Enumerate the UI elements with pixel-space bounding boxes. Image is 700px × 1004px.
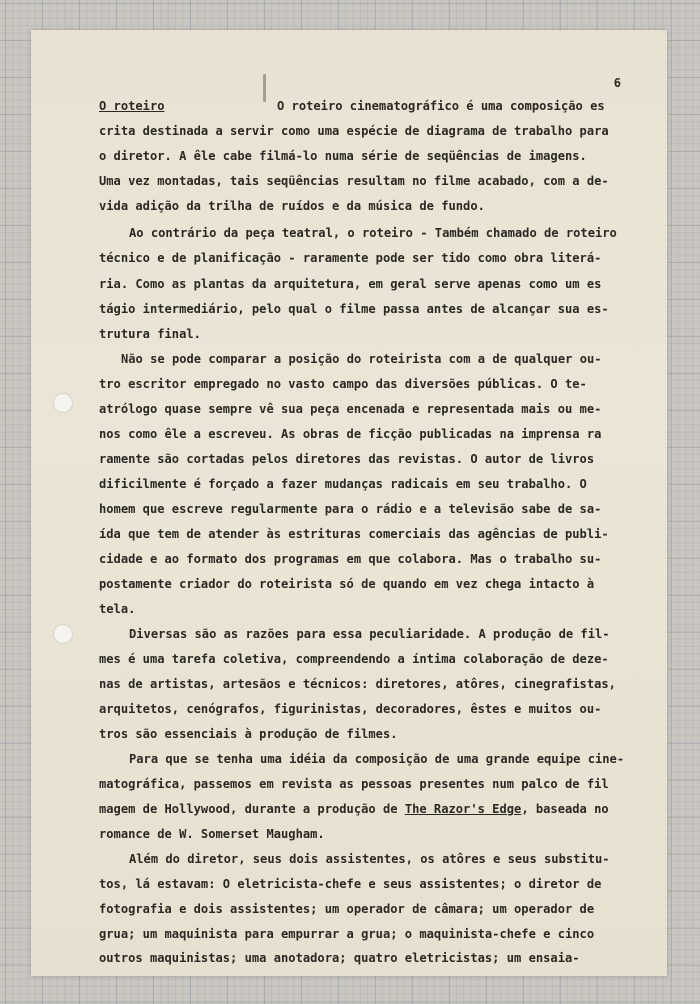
text-line: ria. Como as plantas da arquitetura, em geral serve apenas como um es [99,277,602,291]
text-line: Para que se tenha uma idéia da composição de uma grande equipe cine- [129,752,625,766]
text-line: arquitetos, cenógrafos, figurinistas, decoradores, êstes e muitos ou- [99,702,602,716]
text-line: vida adição da trilha de ruídos e da música de fundo. [99,199,485,213]
text-line: nas de artistas, artesãos e técnicos: diretores, atôres, cinegrafistas, [99,677,616,691]
text-line [99,803,654,815]
text-line: ída que tem de atender às estrituras comerciais das agências de publi- [99,527,609,541]
typewritten-page [31,30,667,976]
text-line: Uma vez montadas, tais seqüências resultam no filme acabado, com a de- [99,174,609,188]
text-line: trutura final. [99,327,201,341]
text-line-content: , baseada no [521,802,609,816]
text-line: homem que escreve regularmente para o rádio e a televisão sabe de sa- [99,502,602,516]
text-line: matográfica, passemos em revista as pessoas presentes num palco de fil [99,777,609,791]
text-line: outros maquinistas; uma anotadora; quatro eletricistas; um ensaia- [99,951,580,965]
text-line: postamente criador do roteirista só de quando em vez chega intacto à [99,577,595,591]
text-line: tela. [99,602,136,616]
text-line: tos, lá estavam: O eletricista-chefe e seus assistentes; o diretor de [99,877,602,891]
film-title: The Razor's Edge [404,802,522,816]
text-line: Diversas são as razões para essa peculiaridade. A produção de fil- [129,627,610,641]
text-line: crita destinada a servir como uma espécie de diagrama de trabalho para [99,124,609,138]
text-line: atrólogo quase sempre vê sua peça encenada e representada mais ou me- [99,402,602,416]
text-line-content: O roteiro cinematográfico é uma composição es [277,99,605,113]
text-line-content: magem de Hollywood, durante a produção de [99,802,405,816]
text-line: técnico e de planificação - raramente pode ser tido como obra literá- [99,251,602,265]
text-line: Ao contrário da peça teatral, o roteiro - Também chamado de roteiro [129,226,617,240]
pencil-mark [263,74,266,102]
punch-hole [53,393,73,413]
page-number: 6 [613,76,621,90]
text-line: romance de W. Somerset Maugham. [99,827,325,841]
text-line: o diretor. A êle cabe filmá-lo numa série de seqüências de imagens. [99,149,587,163]
text-line [99,100,654,112]
text-line: tro escritor empregado no vasto campo das diversões públicas. O te- [99,377,587,391]
text-line: dificilmente é forçado a fazer mudanças radicais em seu trabalho. O [99,477,587,491]
text-line: fotografia e dois assistentes; um operador de câmara; um operador de [99,902,595,916]
text-line: ramente são cortadas pelos diretores das revistas. O autor de livros [99,452,595,466]
section-heading: O roteiro [99,99,165,113]
punch-hole [53,624,73,644]
text-line: tágio intermediário, pelo qual o filme passa antes de alcançar sua es- [99,302,609,316]
text-line: Não se pode comparar a posição do roteirista com a de qualquer ou- [121,352,602,366]
text-line: cidade e ao formato dos programas em que colabora. Mas o trabalho su- [99,552,602,566]
text-line: nos como êle a escreveu. As obras de ficção publicadas na imprensa ra [99,427,602,441]
text-line: grua; um maquinista para empurrar a grua; o maquinista-chefe e cinco [99,927,595,941]
text-line: tros são essenciais à produção de filmes. [99,727,398,741]
text-line: Além do diretor, seus dois assistentes, os atôres e seus substitu- [129,852,610,866]
text-line: mes é uma tarefa coletiva, compreendendo a íntima colaboração de deze- [99,652,609,666]
